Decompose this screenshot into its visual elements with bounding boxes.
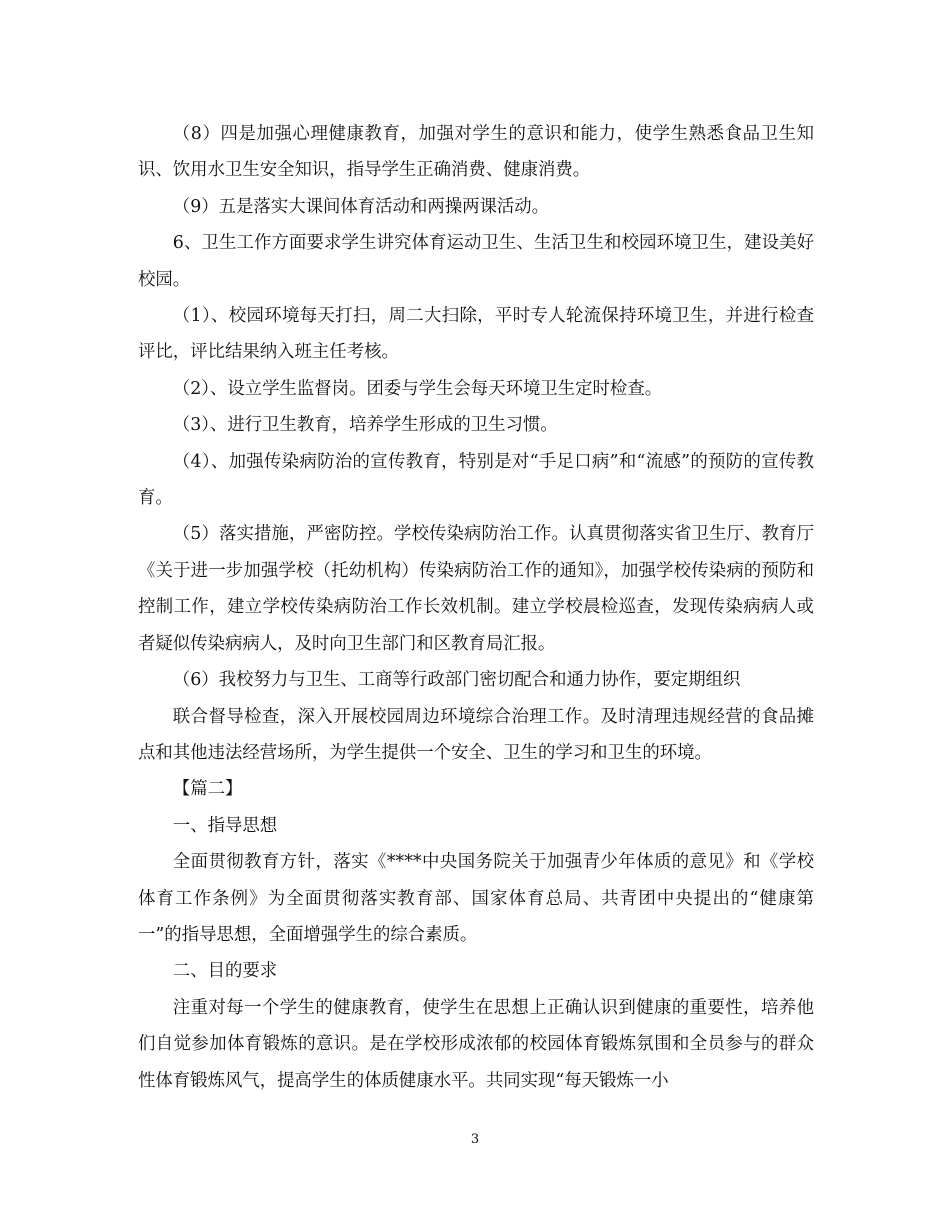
paragraph-sub-6: （6）我校努力与卫生、工商等行政部门密切配合和通力协作，要定期组织 (172, 670, 741, 691)
paragraph-sub-3: （3）、进行卫生教育，培养学生形成的卫生习惯。 (172, 415, 558, 436)
paragraph-sub-4: （4）、加强传染病防治的宣传教育，特别是对“手足口病”和“流感”的预防的宣传教育。 (138, 451, 814, 509)
paragraph-item-8: （8）四是加强心理健康教育，加强对学生的意识和能力，使学生熟悉食品卫生知识、饮用水卫生安全知识，指导学生正确消费、健康消费。 (138, 124, 814, 181)
page-number: 3 (470, 1132, 480, 1147)
section-heading-part-two: 【篇二】 (172, 779, 243, 800)
heading-objectives: 二、目的要求 (172, 961, 278, 982)
paragraph-section-6: 6、卫生工作方面要求学生讲究体育运动卫生、生活卫生和校园环境卫生，建设美好校园。 (138, 233, 814, 290)
paragraph-sub-6-continued: 联合督导检查，深入开展校园周边环境综合治理工作。及时清理违规经营的食品摊点和其他违法经营场所，为学生提供一个安全、卫生的学习和卫生的环境。 (138, 706, 814, 763)
paragraph-sub-5: （5）落实措施，严密防控。学校传染病防治工作。认真贯彻落实省卫生厅、教育厅《关于进一步加强学校（托幼机构）传染病防治工作的通知》，加强学校传染病的预防和控制工作，建立学校传染病防治工作长效机制。建立学校晨检巡查，发现传染病病人或者疑似传染病病人，及时向卫生部门和区教育局汇报。 (138, 524, 814, 654)
paragraph-sub-1: （1）、校园环境每天打扫，周二大扫除，平时专人轮流保持环境卫生，并进行检查评比，评比结果纳入班主任考核。 (138, 306, 814, 363)
paragraph-objectives: 注重对每一个学生的健康教育，使学生在思想上正确认识到健康的重要性，培养他们自觉参加体育锻炼的意识。是在学校形成浓郁的校园体育锻炼氛围和全员参与的群众性体育锻炼风气，提高学生的体质健康水平。共同实现“每天锻炼一小 (138, 997, 814, 1091)
paragraph-item-9: （9）五是落实大课间体育活动和两操两课活动。 (172, 196, 550, 217)
paragraph-sub-2: （2）、设立学生监督岗。团委与学生会每天环境卫生定时检查。 (172, 378, 663, 399)
heading-guiding-ideology: 一、指导思想 (172, 815, 278, 836)
paragraph-guiding-ideology: 全面贯彻教育方针，落实《****中央国务院关于加强青少年体质的意见》和《学校体育工作条例》为全面贯彻落实教育部、国家体育总局、共青团中央提出的“健康第一”的指导思想，全面增强学生的综合素质。 (138, 852, 814, 945)
document-body (138, 116, 814, 1099)
